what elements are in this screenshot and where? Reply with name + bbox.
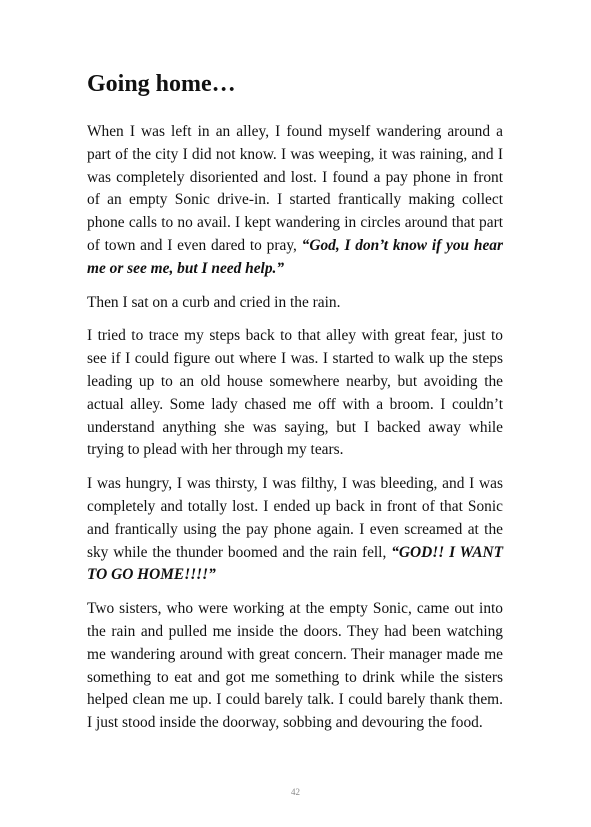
page-number: 42: [291, 787, 300, 797]
paragraph-4: [87, 473, 503, 587]
body-text: [87, 121, 503, 746]
paragraph-text: Then I sat on a curb and cried in the rain.: [87, 293, 341, 311]
paragraph-text: I was hungry, I was thirsty, I was filthy, I was bleeding, and I was completely and totally lost. I ended up back in front of that Sonic and frantically using the pay phone again. I even screamed at the sky while the thunder boomed and the rain fell,: [87, 475, 503, 561]
prayer-quote: “God, I don’t know if you hear me or see me, but I need help.”: [87, 236, 503, 277]
chapter-title: Going home…: [87, 71, 236, 97]
paragraph-1: [87, 121, 503, 281]
shout-quote: “GOD!! I WANT TO GO HOME!!!!”: [87, 543, 503, 584]
paragraph-text: Two sisters, who were working at the empty Sonic, came out into the rain and pulled me inside the doors. They had been watching me wandering around with great concern. Their manager made me something to eat and got me something to drink while the sisters helped clean me up. I could barely talk. I could barely thank them. I just stood inside the doorway, sobbing and devouring the food.: [87, 600, 503, 732]
paragraph-5: [87, 598, 503, 735]
paragraph-3: [87, 325, 503, 462]
paragraph-2: [87, 292, 503, 315]
paragraph-text: When I was left in an alley, I found myself wandering around a part of the city I did not know. I was weeping, it was raining, and I was completely disoriented and lost. I found a pay phone in front of an empty Sonic drive-in. I started frantically making collect phone calls to no avail. I kept wandering in circles around that part of town and I even dared to pray,: [87, 123, 503, 254]
paragraph-text: I tried to trace my steps back to that alley with great fear, just to see if I could figure out where I was. I started to walk up the steps leading up to an old house somewhere nearby, but avoiding the actual alley. Some lady chased me off with a broom. I couldn’t understand anything she was saying, but I backed away while trying to plead with her through my tears.: [87, 327, 503, 459]
